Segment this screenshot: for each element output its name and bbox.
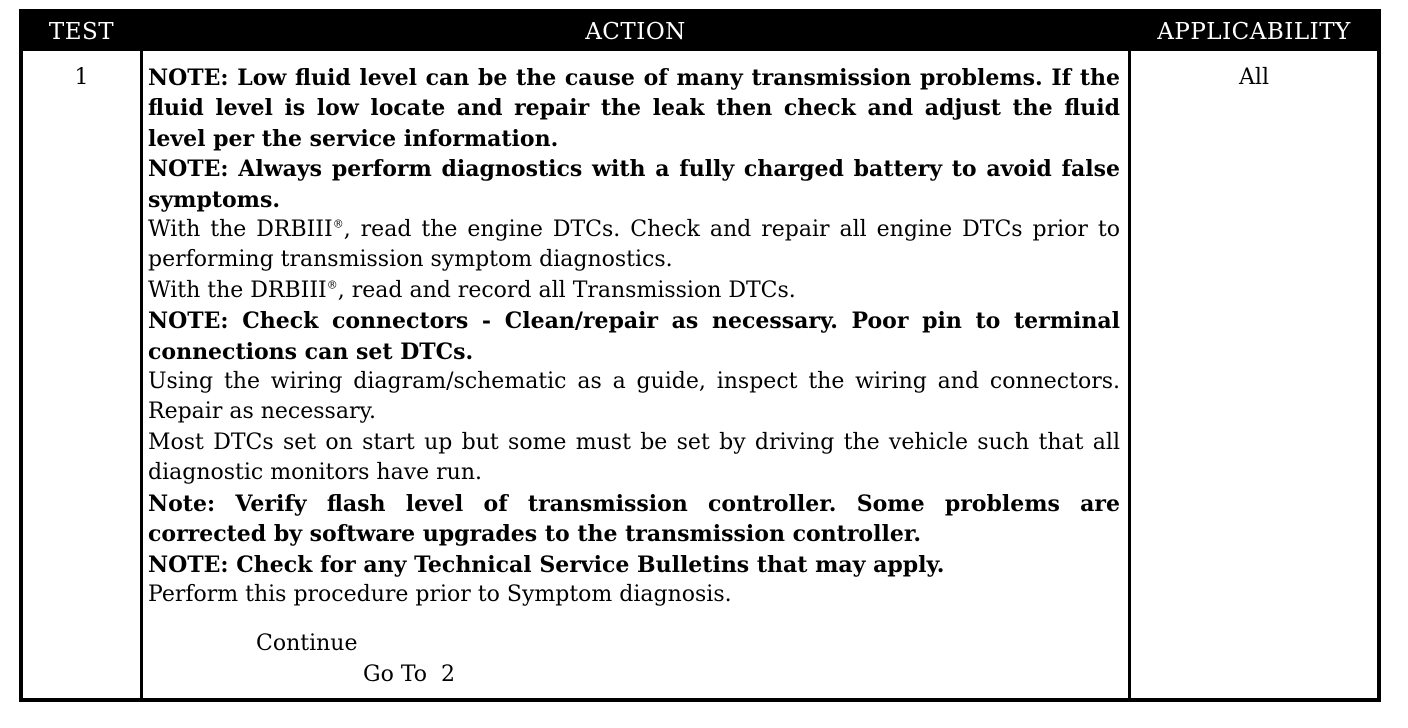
header-applicability: APPLICABILITY — [1157, 19, 1351, 45]
note-connectors: NOTE: Check connectors - Clean/repair as necessary. Poor pin to terminal connections can set DTCs. — [148, 308, 1120, 365]
test-number: 1 — [74, 65, 89, 90]
step-read-transmission-dtcs-post: , read and record all Transmission DTCs. — [337, 277, 796, 303]
continue-label: Continue — [256, 631, 358, 657]
step-read-transmission-dtcs — [148, 276, 1120, 306]
column-divider-right — [1128, 51, 1131, 698]
note-battery: NOTE: Always perform diagnostics with a fully charged battery to avoid false symptoms. — [148, 156, 1120, 213]
diagnostic-table — [19, 9, 1381, 702]
step-read-engine-dtcs-pre: With the DRBIII — [148, 217, 333, 243]
goto-label: Go To — [363, 661, 428, 687]
note-flash-level: Note: Verify flash level of transmission controller. Some problems are corrected by software upgrades to the transmission controller. — [148, 490, 1120, 548]
note-service-bulletins: NOTE: Check for any Technical Service Bulletins that may apply. — [148, 551, 945, 578]
step-read-transmission-dtcs-pre: With the DRBIII — [148, 277, 327, 303]
step-perform-procedure: Perform this procedure prior to Symptom diagnosis. — [148, 581, 732, 607]
step-read-engine-dtcs — [148, 215, 1120, 276]
header-test: TEST — [48, 19, 115, 45]
note-low-fluid: NOTE: Low fluid level can be the cause of many transmission problems. If the fluid level is low locate and repair the leak then check and adjust the fluid level per the service information. — [148, 65, 1120, 152]
registered-mark: ® — [332, 217, 344, 231]
registered-mark: ® — [326, 278, 338, 292]
action-cell — [148, 63, 1120, 690]
header-action: ACTION — [585, 19, 686, 45]
step-dtcs-set: Most DTCs set on start up but some must be set by driving the vehicle such that all diagnostic monitors have run. — [148, 429, 1120, 486]
table-header-row — [23, 13, 1377, 51]
step-read-engine-dtcs-post: , read the engine DTCs. Check and repair all engine DTCs prior to performing transmission symptom diagnostics. — [148, 217, 1120, 273]
goto-target: 2 — [441, 661, 456, 687]
goto-link[interactable] — [148, 660, 1120, 690]
step-inspect-wiring: Using the wiring diagram/schematic as a guide, inspect the wiring and connectors. Repair as necessary. — [148, 369, 1120, 425]
applicability-value: All — [1239, 65, 1269, 90]
column-divider-left — [140, 51, 143, 698]
